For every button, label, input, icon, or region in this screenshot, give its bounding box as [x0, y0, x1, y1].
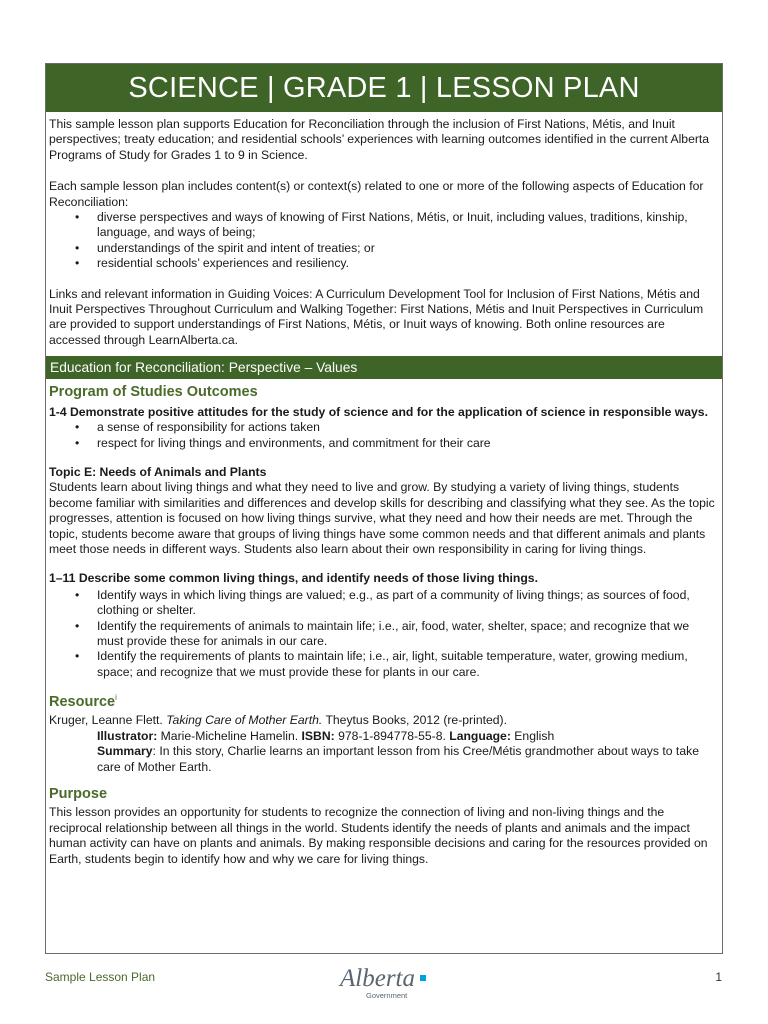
resource-endnote-mark[interactable]: i: [115, 693, 117, 703]
outcome-bullet: • Identify the requirements of animals to maintain life; i.e., air, food, water, shelter, space; and recognize that we must provide these for animals in our care.: [49, 619, 718, 650]
purpose-text: This lesson provides an opportunity for students to recognize the connection of living and non-living things and the reciprocal relationship between all things in the world. Students identify the needs of plants and animals and the impact human activity can have on plants and animals. By making responsible decisions and caring for the resources provided on Earth, students begin to identify how and why we care for living things.: [49, 805, 708, 866]
outcome-1-4: 1-4 Demonstrate positive attitudes for the study of science and for the application of science in responsible ways.: [49, 404, 708, 419]
footer-label: Sample Lesson Plan: [45, 970, 156, 984]
outcome-bullet: • respect for living things and environments, and commitment for their care: [49, 436, 718, 451]
page-number: 1: [715, 970, 722, 984]
intro-paragraph-1: This sample lesson plan supports Education for Reconciliation through the inclusion of First Nations, Métis, and Inuit perspectives; treaty education; and residential schools’ experiences with learning outcomes identified in the current Alberta Programs of Study for Grades 1 to 9 in Science.: [49, 117, 710, 162]
outcome-1-11-list: [49, 588, 718, 680]
section-heading-bar: Education for Reconciliation: Perspective – Values: [46, 356, 722, 379]
aspects-list: [49, 210, 718, 272]
resource-summary: [49, 744, 718, 775]
resource-details: [49, 729, 718, 744]
outcome-bullet: • a sense of responsibility for actions taken: [49, 420, 718, 435]
outcome-bullet: • Identify ways in which living things are valued; e.g., as part of a community of living things; as sources of food, clothing or shelter.: [49, 588, 718, 619]
logo-square-icon: [420, 975, 426, 981]
aspect-item: • understandings of the spirit and intent of treaties; or: [49, 241, 718, 256]
language-label: Language:: [449, 728, 511, 743]
lesson-plan-frame: [45, 63, 723, 954]
body-section: [46, 379, 722, 867]
intro-paragraph-3: Links and relevant information in Guiding Voices: A Curriculum Development Tool for Inclusion of First Nations, Métis and Inuit Perspectives Throughout Curriculum and Walking Together: First Nations, Métis and Inuit Perspectives in Curriculum are provided to support understandings of First Nations, Métis, or Inuit ways of knowing. Both online resources are accessed through LearnAlberta.ca.: [49, 286, 704, 347]
intro-paragraph-2: Each sample lesson plan includes content(s) or context(s) related to one or more of the following aspects of Education for Reconciliation:: [49, 179, 704, 209]
page-title: SCIENCE | GRADE 1 | LESSON PLAN: [46, 64, 722, 112]
summary-label: Summary: [97, 744, 153, 759]
citation-author: Kruger, Leanne Flett.: [49, 713, 163, 728]
aspect-item: • residential schools’ experiences and resiliency.: [49, 256, 718, 271]
resource-heading: [49, 690, 718, 710]
citation-title: Taking Care of Mother Earth.: [166, 713, 323, 728]
isbn-label: ISBN:: [301, 728, 335, 743]
outcomes-heading: Program of Studies Outcomes: [49, 384, 258, 401]
topic-title: Topic E: Needs of Animals and Plants: [49, 464, 267, 479]
resource-citation: [49, 713, 718, 728]
illustrator-label: Illustrator:: [97, 728, 158, 743]
citation-publisher: Theytus Books, 2012 (re-printed).: [325, 713, 507, 728]
summary-text: : In this story, Charlie learns an important lesson from his Cree/Métis grandmother about ways to take care of Mother Earth.: [97, 744, 699, 774]
language-value: English: [514, 728, 555, 743]
outcome-1-11: 1–11 Describe some common living things, and identify needs of those living things.: [49, 571, 538, 586]
intro-section: [46, 112, 722, 348]
resource-heading-text: Resource: [49, 694, 116, 711]
logo-wordmark: Alberta: [340, 965, 415, 992]
alberta-government-logo: [336, 960, 436, 1004]
aspect-item: • diverse perspectives and ways of knowing of First Nations, Métis, or Inuit, including values, traditions, kinship, language, and ways of being;: [49, 210, 718, 241]
isbn-value: 978-1-894778-55-8.: [338, 728, 446, 743]
outcome-1-4-list: [49, 420, 718, 451]
illustrator-value: Marie-Micheline Hamelin.: [160, 728, 299, 743]
logo-subtitle: Government: [366, 991, 408, 1000]
topic-text: Students learn about living things and what they need to live and grow. By studying a variety of living things, students become familiar with similarities and differences and develop skills for describing and classifying what they see. As the topic progresses, attention is focused on how living things survive, what they need and how their needs are met. Through the topic, students become aware that groups of living things have some common needs and that different animals and plants meet those needs in different ways. Students also learn about their own responsibility in caring for living things.: [49, 480, 715, 556]
purpose-heading: Purpose: [49, 786, 108, 803]
outcome-bullet: • Identify the requirements of plants to maintain life; i.e., air, light, suitable temperature, water, growing medium, space; and recognize that we must provide these for plants in our care.: [49, 649, 718, 680]
